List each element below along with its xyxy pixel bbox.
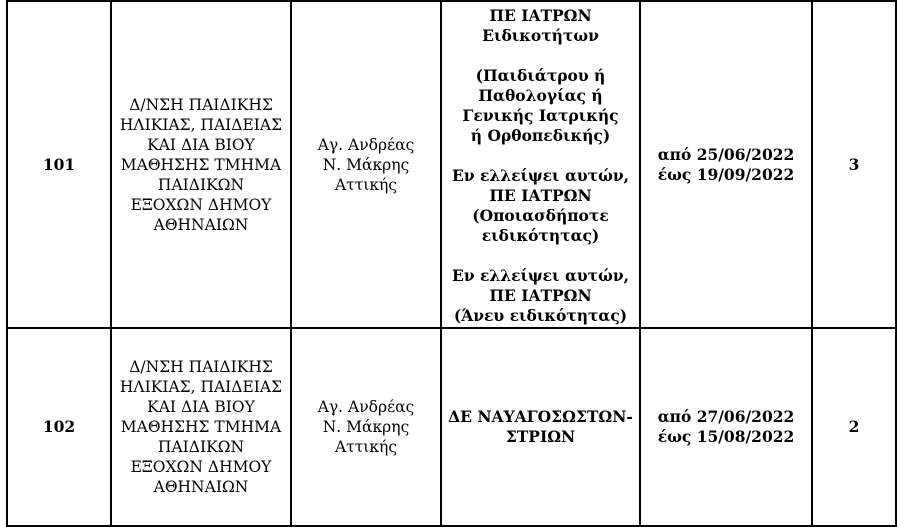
specialty-line: (Οποιασδήποτε [472,205,609,225]
agency-cell [111,1,291,328]
specialty-line: Ειδικοτήτων [482,25,599,45]
location-line: Ν. Μάκρης [322,418,410,436]
agency-line: ΚΑΙ ΔΙΑ ΒΙΟΥ [147,398,255,416]
specialty-line: ΠΕ ΙΑΤΡΩΝ [489,185,592,205]
specialty-cell [441,1,640,328]
specialty-line: Παθολογίας ή [478,85,603,105]
duration-cell [640,328,812,526]
date-from: από 27/06/2022 [657,407,795,426]
agency-line: ΗΛΙΚΙΑΣ, ΠΑΙΔΕΙΑΣ [119,115,283,134]
agency-line: ΕΞΟΧΩΝ ΔΗΜΟΥ [130,458,272,476]
specialty-line: Γενικής Ιατρικής [462,105,619,125]
specialty-line: ΠΕ ΙΑΤΡΩΝ [489,5,592,25]
specialty-line: (Παιδιάτρου ή [475,65,606,85]
row-number: 101 [7,1,111,328]
agency-line: ΚΑΙ ΔΙΑ ΒΙΟΥ [147,135,255,154]
specialty-line: Εν ελλείψει αυτών, [452,265,629,285]
location-line: Αγ. Ανδρέας [317,135,415,154]
table-row [7,1,896,328]
positions-count: 3 [812,1,896,328]
date-to: έως 15/08/2022 [657,427,795,446]
specialty-line: ΔΕ ΝΑΥΑΓΟΣΩΣΤΩΝ- [448,407,633,426]
positions-count: 2 [812,328,896,526]
duration-cell [640,1,812,328]
agency-line: Δ/ΝΣΗ ΠΑΙΔΙΚΗΣ [129,358,273,376]
agency-line: Δ/ΝΣΗ ΠΑΙΔΙΚΗΣ [129,95,273,114]
date-from: από 25/06/2022 [657,144,795,164]
specialty-line: Εν ελλείψει αυτών, [452,165,629,185]
agency-line: ΠΑΙΔΙΚΩΝ [157,438,245,456]
specialty-line: ειδικότητας) [481,225,600,245]
agency-line: ΕΞΟΧΩΝ ΔΗΜΟΥ [130,195,272,214]
location-line: Ν. Μάκρης [322,155,410,174]
agency-line: ΗΛΙΚΙΑΣ, ΠΑΙΔΕΙΑΣ [119,378,283,396]
table-row [7,328,896,526]
specialty-line: ΣΤΡΙΩΝ [505,427,576,446]
location-line: Αττικής [334,175,398,194]
agency-cell [111,328,291,526]
agency-line: ΑΘΗΝΑΙΩΝ [153,215,249,234]
specialty-line: ΠΕ ΙΑΤΡΩΝ [489,285,592,305]
date-to: έως 19/09/2022 [657,164,795,184]
agency-line: ΜΑΘΗΣΗΣ ΤΜΗΜΑ [120,155,282,174]
agency-line: ΑΘΗΝΑΙΩΝ [153,478,249,496]
specialty-line: ή Ορθοπεδικής) [470,125,611,145]
positions-table [6,0,897,527]
location-cell [291,1,441,328]
agency-line: ΜΑΘΗΣΗΣ ΤΜΗΜΑ [120,418,282,436]
row-number: 102 [7,328,111,526]
specialty-cell [441,328,640,526]
location-cell [291,328,441,526]
specialty-line: (Άνευ ειδικότητας) [453,305,628,325]
location-line: Αγ. Ανδρέας [317,398,415,416]
location-line: Αττικής [334,438,398,456]
agency-line: ΠΑΙΔΙΚΩΝ [157,175,245,194]
